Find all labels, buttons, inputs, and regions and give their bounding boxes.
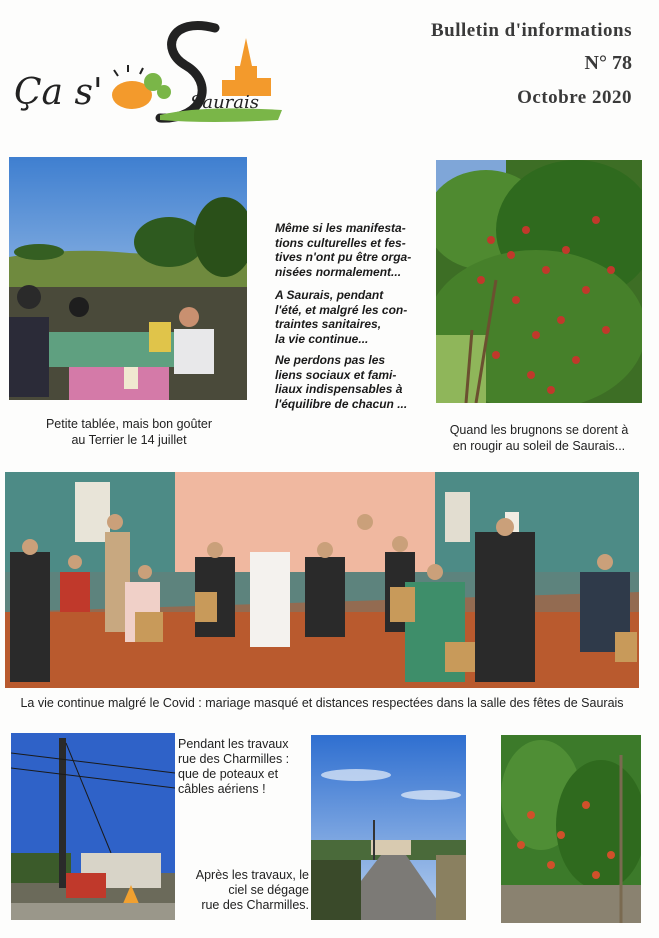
caption-line: que de poteaux et bbox=[178, 767, 279, 781]
intro-line: liens sociaux et fami- bbox=[275, 367, 397, 382]
intro-line: traintes sanitaires, bbox=[275, 317, 382, 331]
intro-paragraph-3 bbox=[275, 353, 435, 411]
intro-line: A Saurais, pendant bbox=[275, 288, 384, 302]
intro-line: tives n'ont pu être orga- bbox=[275, 250, 412, 264]
intro-paragraph-1 bbox=[275, 221, 435, 279]
wedding-caption: La vie continue malgré le Covid : mariage masqué et distances respectées dans la salle des fêtes de Saurais bbox=[20, 696, 624, 710]
issue-date: Octobre 2020 bbox=[517, 87, 632, 108]
tomato-photo bbox=[501, 735, 641, 923]
caption-line: câbles aériens ! bbox=[178, 782, 266, 796]
wedding-photo bbox=[5, 472, 639, 688]
caption-line: rue des Charmilles. bbox=[201, 898, 309, 912]
intro-line: tions culturelles et fes- bbox=[275, 235, 406, 250]
caption-line: Petite tablée, mais bon goûter bbox=[45, 417, 213, 431]
intro-line: nisées normalement... bbox=[275, 264, 402, 279]
works-during-photo bbox=[11, 733, 175, 920]
caption-line: en rougir au soleil de Saurais... bbox=[452, 439, 626, 453]
logo-text-left: Ça s' bbox=[14, 72, 103, 113]
caption-line: ciel se dégage bbox=[228, 883, 309, 897]
picnic-caption bbox=[10, 416, 248, 448]
caption-line: au Terrier le 14 juillet bbox=[71, 433, 187, 447]
intro-paragraph-2 bbox=[275, 288, 435, 346]
intro-line: liaux indispensables à bbox=[275, 382, 403, 396]
intro-line: l'équilibre de chacun ... bbox=[275, 396, 408, 411]
works-during-caption bbox=[178, 737, 298, 797]
nectarine-caption bbox=[438, 422, 640, 454]
nectarine-photo bbox=[436, 160, 642, 403]
intro-line: la vie continue... bbox=[275, 331, 369, 346]
works-after-photo bbox=[311, 735, 466, 920]
caption-line: Pendant les travaux bbox=[178, 737, 289, 751]
intro-line: Même si les manifesta- bbox=[275, 221, 406, 235]
caption-line: Après les travaux, le bbox=[195, 868, 309, 882]
picnic-photo bbox=[9, 157, 247, 400]
works-after-caption bbox=[184, 868, 309, 913]
intro-line: Ne perdons pas les bbox=[275, 353, 386, 367]
logo bbox=[10, 20, 290, 130]
caption-line: rue des Charmilles : bbox=[178, 752, 290, 766]
logo-text-right: Saurais bbox=[190, 92, 259, 113]
issue-number: N° 78 bbox=[584, 52, 632, 74]
bulletin-title: Bulletin d'informations bbox=[431, 20, 632, 41]
intro-line: l'été, et malgré les con- bbox=[275, 302, 408, 317]
caption-line: Quand les brugnons se dorent à bbox=[449, 423, 629, 437]
